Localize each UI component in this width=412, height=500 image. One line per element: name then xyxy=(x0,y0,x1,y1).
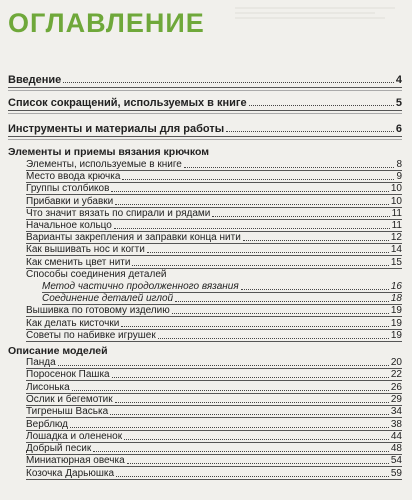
toc-entry-label: Соединение деталей иглой xyxy=(42,293,174,305)
toc-entry-page: 19 xyxy=(390,329,402,341)
toc-entry-page: 26 xyxy=(390,381,402,393)
divider xyxy=(8,90,402,91)
toc-entry-page: 44 xyxy=(390,430,402,442)
toc-entry-page: 16 xyxy=(390,281,402,292)
toc-entry-label: Поросенок Пашка xyxy=(26,369,110,381)
toc-entry[interactable] xyxy=(26,182,402,195)
toc-entry-label: Панда xyxy=(26,357,56,368)
dot-leader xyxy=(249,104,394,106)
toc-entry-page: 10 xyxy=(390,195,402,207)
toc-entry-page: 38 xyxy=(390,418,402,430)
dot-leader xyxy=(112,376,389,378)
divider xyxy=(8,139,402,140)
toc-entry[interactable] xyxy=(42,292,402,305)
toc-entry-page: 9 xyxy=(396,171,402,183)
toc-entry[interactable] xyxy=(26,195,402,208)
toc-entry[interactable] xyxy=(42,280,402,293)
dot-leader xyxy=(93,450,389,452)
section-heading-techniques: Элементы и приемы вязания крючком xyxy=(8,146,210,158)
toc-entry[interactable] xyxy=(26,256,402,269)
divider xyxy=(8,113,402,114)
toc-entry-label: Тигреныш Васька xyxy=(26,406,109,418)
dot-leader xyxy=(241,288,389,290)
dot-leader xyxy=(184,166,395,168)
toc-section-label: Список сокращений, используемых в книге xyxy=(8,97,247,109)
toc-entry[interactable] xyxy=(26,207,402,220)
toc-entry[interactable] xyxy=(26,381,402,394)
toc-entry[interactable] xyxy=(26,158,402,171)
toc-entry-page: 20 xyxy=(390,357,402,368)
divider xyxy=(8,87,402,88)
dot-leader xyxy=(132,264,388,266)
toc-section-page: 6 xyxy=(395,123,402,135)
dot-leader xyxy=(63,81,394,83)
toc-entry[interactable] xyxy=(26,268,402,280)
toc-entry-page: 18 xyxy=(390,293,402,305)
toc-entry-page: 15 xyxy=(390,256,402,268)
toc-entry[interactable] xyxy=(26,231,402,244)
toc-entry-page: 29 xyxy=(390,393,402,405)
toc-entry[interactable] xyxy=(26,329,402,342)
dot-leader xyxy=(70,426,389,428)
toc-section-label: Инструменты и материалы для работы xyxy=(8,123,225,135)
toc-entry-page: 11 xyxy=(391,207,402,219)
toc-entry-page: 22 xyxy=(390,369,402,381)
toc-entry[interactable] xyxy=(26,356,402,369)
dot-leader xyxy=(127,462,389,464)
toc-entry-page: 34 xyxy=(390,406,402,418)
toc-entry-page: 48 xyxy=(390,443,402,455)
toc-entry[interactable] xyxy=(26,304,402,317)
dot-leader xyxy=(147,251,389,253)
dot-leader xyxy=(158,337,389,339)
toc-section[interactable] xyxy=(8,119,402,149)
toc-entry[interactable] xyxy=(26,317,402,330)
toc-entry-label: Начальное кольцо xyxy=(26,220,112,231)
dot-leader xyxy=(110,413,389,415)
toc-entry-page: 11 xyxy=(391,220,402,231)
dot-leader xyxy=(58,364,389,366)
dot-leader xyxy=(114,227,390,229)
toc-entry-label: Элементы, используемые в книге xyxy=(26,159,182,170)
dot-leader xyxy=(116,475,389,477)
toc-entry-label: Советы по набивке игрушек xyxy=(26,329,156,341)
divider xyxy=(8,110,402,111)
dot-leader xyxy=(72,389,389,391)
toc-entry-page: 12 xyxy=(390,232,402,244)
dot-leader xyxy=(115,401,389,403)
page-title: ОГЛАВЛЕНИЕ xyxy=(8,8,205,38)
toc-entry-label: Как вышивать нос и когти xyxy=(26,244,145,256)
dot-leader xyxy=(111,190,388,192)
bleed-through-text xyxy=(235,4,410,64)
toc-entry-label: Что значит вязать по спирали и рядами xyxy=(26,207,211,219)
toc-entry-page: 10 xyxy=(390,183,402,195)
toc-entry-label: Место ввода крючка xyxy=(26,171,121,183)
toc-entry-label: Ослик и бегемотик xyxy=(26,393,113,405)
toc-section-label: Введение xyxy=(8,74,62,86)
toc-entry-label: Верблюд xyxy=(26,418,69,430)
toc-entry-label: Козочка Дарьюшка xyxy=(26,467,115,479)
toc-entry-label: Прибавки и убавки xyxy=(26,195,114,207)
toc-entry[interactable] xyxy=(26,442,402,455)
toc-entry[interactable] xyxy=(26,454,402,467)
toc-section-page: 4 xyxy=(395,74,402,86)
toc-entry-label: Группы столбиков xyxy=(26,183,110,195)
toc-entry-label: Лошадка и олененок xyxy=(26,430,123,442)
toc-entry-page: 59 xyxy=(390,467,402,479)
toc-entry-label: Как сменить цвет нити xyxy=(26,256,131,268)
toc-entry-label: Миниатюрная овечка xyxy=(26,455,125,467)
toc-entry[interactable] xyxy=(26,243,402,256)
toc-entry-page: 19 xyxy=(390,305,402,317)
dot-leader xyxy=(212,215,389,217)
toc-entry-page: 54 xyxy=(390,455,402,467)
toc-entry-page: 8 xyxy=(396,159,402,170)
dot-leader xyxy=(122,178,394,180)
toc-entry[interactable] xyxy=(26,467,402,480)
toc-entry[interactable] xyxy=(26,170,402,183)
dot-leader xyxy=(115,203,389,205)
toc-entry-label: Лисонька xyxy=(26,381,70,393)
toc-entry-label: Способы соединения деталей xyxy=(26,268,167,280)
toc-entry[interactable] xyxy=(26,405,402,418)
toc-entry-page: 19 xyxy=(390,317,402,329)
toc-entry-label: Добрый песик xyxy=(26,443,92,455)
toc-entry-label: Метод частично продолженного вязания xyxy=(42,281,239,292)
section-heading-models: Описание моделей xyxy=(8,345,108,357)
toc-section-page: 5 xyxy=(395,97,402,109)
toc-entry-label: Как делать кисточки xyxy=(26,317,120,329)
toc-entry-label: Вышивка по готовому изделию xyxy=(26,305,170,317)
dot-leader xyxy=(121,325,389,327)
toc-entry-label: Варианты закрепления и заправки конца нити xyxy=(26,232,241,244)
dot-leader xyxy=(175,300,389,302)
dot-leader xyxy=(172,312,389,314)
toc-entry[interactable] xyxy=(26,219,402,232)
dot-leader xyxy=(226,130,394,132)
dot-leader xyxy=(124,438,389,440)
toc-entry[interactable] xyxy=(26,368,402,381)
toc-entry-page: 14 xyxy=(390,244,402,256)
divider xyxy=(8,136,402,137)
toc-entry[interactable] xyxy=(26,430,402,443)
toc-entry[interactable] xyxy=(26,393,402,406)
toc-entry[interactable] xyxy=(26,418,402,431)
dot-leader xyxy=(243,239,389,241)
